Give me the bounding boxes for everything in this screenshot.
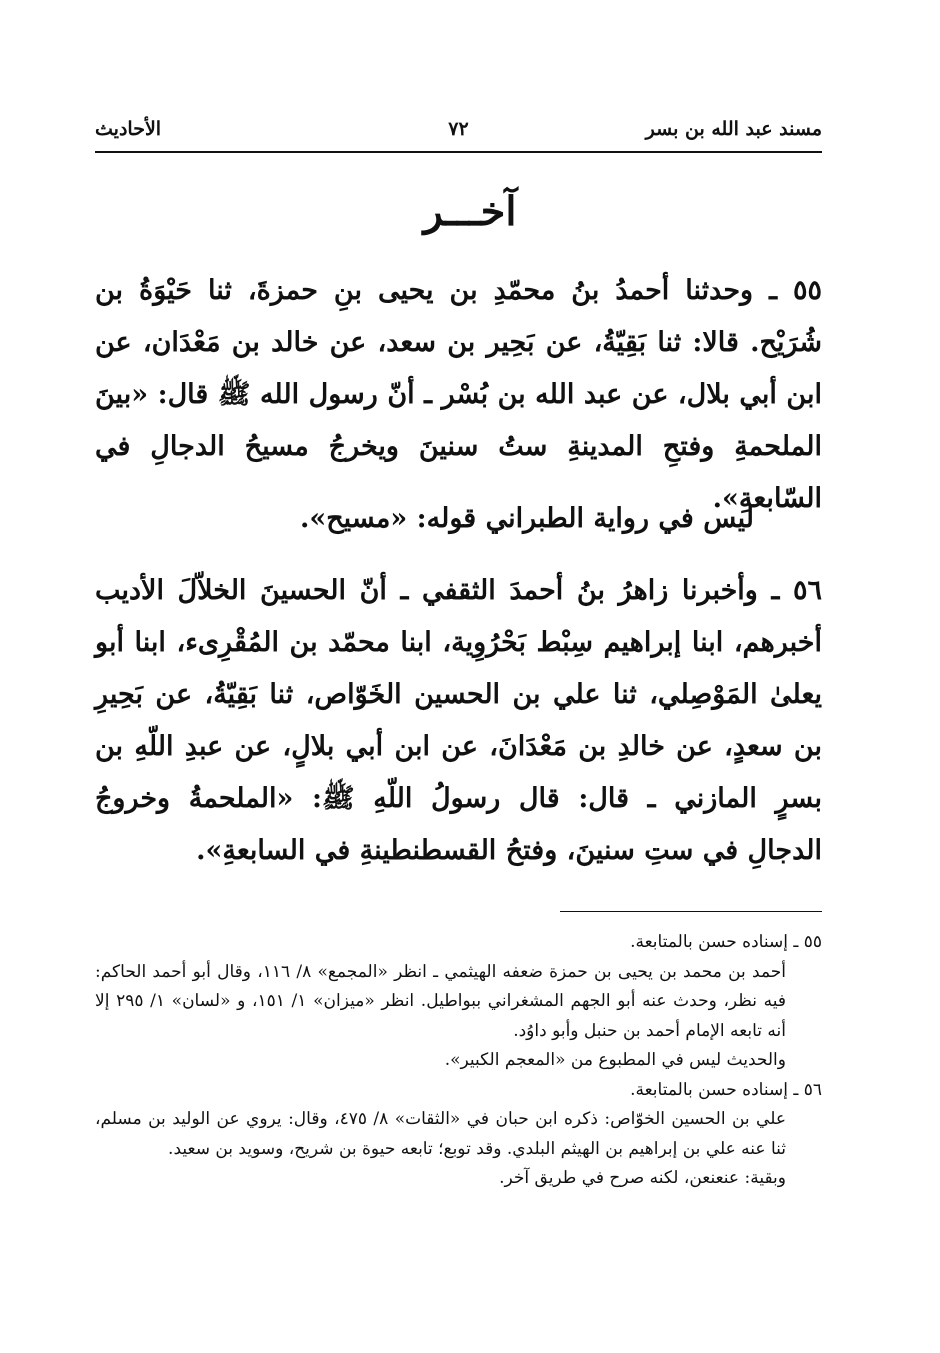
hadith-56-text: وأخبرنا زاهرُ بنُ أحمدَ الثقفي ـ أنّ الحسينَ الخلاّلَ الأديب أخبرهم، ابنا إبراهيم سِبْط بَحْرُوِية، ابنا محمّد بن المُقْرِىء، ابنا أبو يعلىٰ المَوْصِلي، ثنا علي بن الحسين الخَوّاص، ثنا بَقِيّةُ، عن بَحِيرِ بن سعدٍ، عن خالدِ بن مَعْدَانَ، عن ابن أبي بلالٍ، عن عبدِ اللّهِ بن بسرٍ المازني ـ قال: قال رسولُ اللّهِ ﷺ: «الملحمةُ وخروجُ الدجالِ في ستِ سنينَ، وفتحُ القسطنطينةِ في السابعةِ». xyxy=(95,575,822,866)
footnote-separator xyxy=(560,911,822,912)
page-number: ٧٢ xyxy=(448,118,469,140)
header-section-title: الأحاديث xyxy=(95,118,162,140)
footnote-56-heading: ٥٦ ـ إسناده حسن بالمتابعة. xyxy=(630,1079,822,1100)
footnote-55-heading: ٥٥ ـ إسناده حسن بالمتابعة. xyxy=(630,932,822,952)
hadith-55-text: وحدثنا أحمدُ بنُ محمّدِ بن يحيى بنِ حمزةَ، ثنا حَيْوَةُ بن شُرَيْح. قالا: ثنا بَقِيّةُ، عن بَحِير بن سعد، عن خالد بن مَعْدَان، عن ابن أبي بلال، عن عبد الله بن بُسْر ـ أنّ رسول الله ﷺ قال: «بينَ الملحمةِ وفتحِ المدينةِ ستُ سنينَ ويخرجُ مسيحُ الدجالِ في السّابعةِ». xyxy=(95,275,822,514)
hadith-55-note: ليس في رواية الطبراني قوله: «مسيح». xyxy=(299,503,754,534)
footnote-55-remark: والحديث ليس في المطبوع من «المعجم الكبير». xyxy=(444,1050,786,1070)
header-book-title: مسند عبد الله بن بسر xyxy=(645,118,822,140)
footnote-56-remark: وبقية: عنعنعن، لكنه صرح في طريق آخر. xyxy=(499,1168,786,1188)
hadith-56 xyxy=(95,565,822,877)
header-divider xyxy=(95,151,822,153)
hadith-55-number: ٥٥ ـ xyxy=(769,275,823,306)
hadith-55 xyxy=(95,265,822,525)
footnotes xyxy=(95,928,822,1194)
hadith-56-number: ٥٦ ـ xyxy=(771,575,822,606)
footnote-56-paragraph: علي بن الحسين الخوّاص: ذكره ابن حبان في «الثقات» ٨/ ٤٧٥، وقال: يروي عن الوليد بن مسلم، ثنا عنه علي بن إبراهيم بن الهيثم البلدي. وقد توبع؛ تابعه حيوة بن شريح، وسويد بن سعيد. xyxy=(95,1109,786,1159)
running-header xyxy=(95,118,822,148)
section-heading: آخـــر xyxy=(423,188,517,235)
footnote-55-paragraph: أحمد بن محمد بن يحيى بن حمزة ضعفه الهيثمي ـ انظر «المجمع» ٨/ ١١٦، وقال أبو أحمد الحاكم: فيه نظر، وحدث عنه أبو الجهم المشغراني ببواطيل. انظر «ميزان» ١/ ١٥١، و «لسان» ١/ ٢٩٥ إلا أنه تابعه الإمام أحمد بن حنبل وأبو داوُد. xyxy=(95,961,787,1041)
